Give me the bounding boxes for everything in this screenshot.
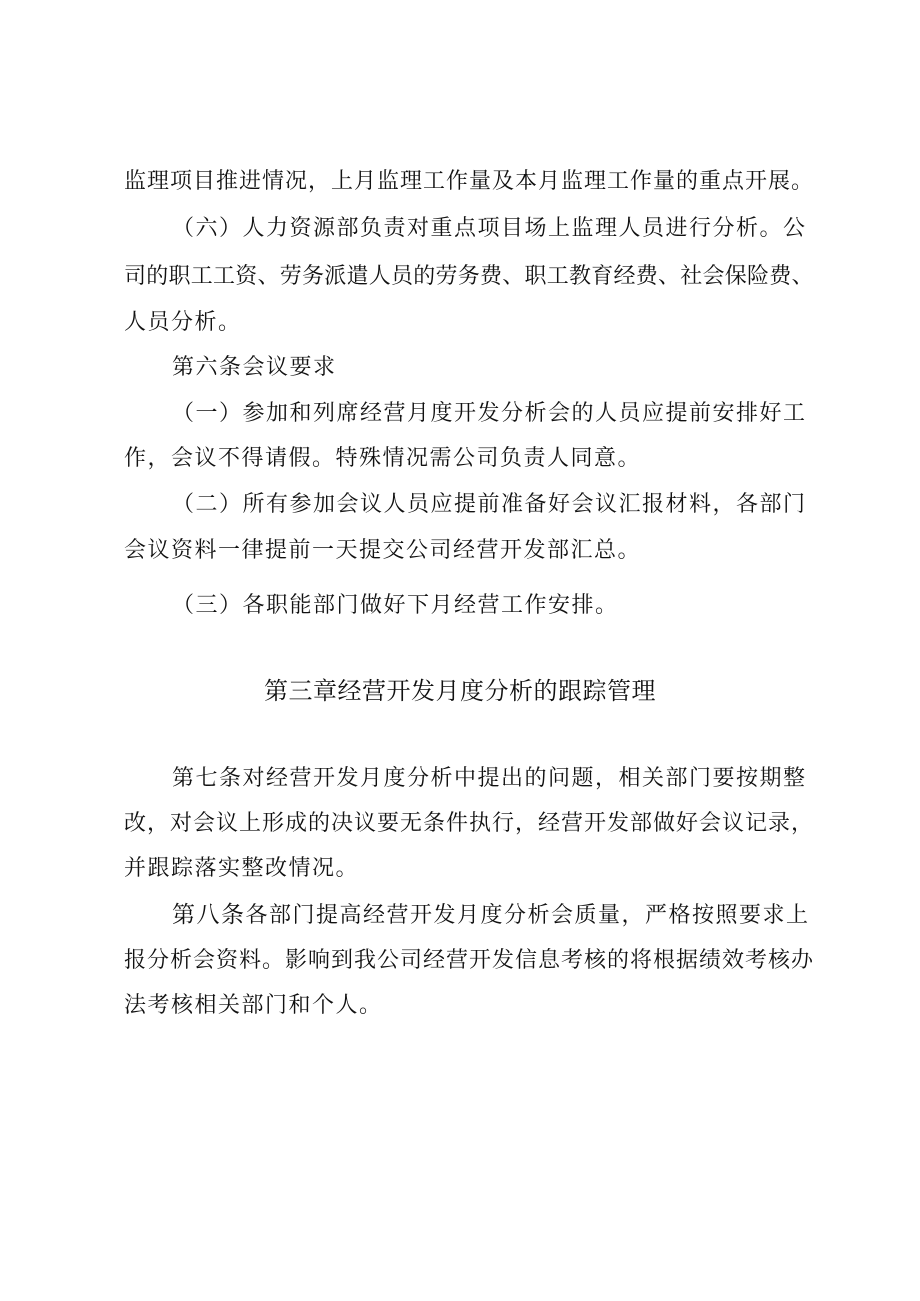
body-line: （二）所有参加会议人员应提前准备好会议汇报材料，各部门 (172, 492, 807, 517)
body-line: 司的职工工资、劳务派遣人员的劳务费、职工教育经费、社会保险费、 (124, 264, 814, 289)
body-line: 报分析会资料。影响到我公司经营开发信息考核的将根据绩效考核办 (124, 948, 815, 973)
body-line: 第七条对经营开发月度分析中提出的问题，相关部门要按期整 (172, 766, 807, 791)
article-text: 各部门提高经营开发月度分析会质量，严格按照要求上 (245, 903, 810, 928)
body-line: 监理项目推进情况，上月监理工作量及本月监理工作量的重点开展。 (124, 169, 815, 194)
body-line: 会议资料一律提前一天提交公司经营开发部汇总。 (124, 538, 642, 563)
body-line: 人员分析。 (124, 310, 242, 335)
body-line: 法考核相关部门和个人。 (124, 993, 383, 1018)
body-line: （一）参加和列席经营月度开发分析会的人员应提前安排好工 (172, 401, 807, 426)
article-lead: 第八条 (172, 902, 246, 928)
body-line: 改，对会议上形成的决议要无条件执行，经营开发部做好会议记录， (124, 811, 815, 836)
article-heading: 第六条会议要求 (172, 355, 337, 380)
body-line: （六）人力资源部负责对重点项目场上监理人员进行分析。公 (172, 216, 807, 241)
body-line: 作，会议不得请假。特殊情况需公司负责人同意。 (124, 446, 642, 471)
body-line: 并跟踪落实整改情况。 (124, 856, 360, 881)
body-line (172, 901, 814, 930)
body-line: （三）各职能部门做好下月经营工作安排。 (172, 593, 619, 618)
chapter-heading: 第三章经营开发月度分析的跟踪管理 (264, 677, 656, 705)
